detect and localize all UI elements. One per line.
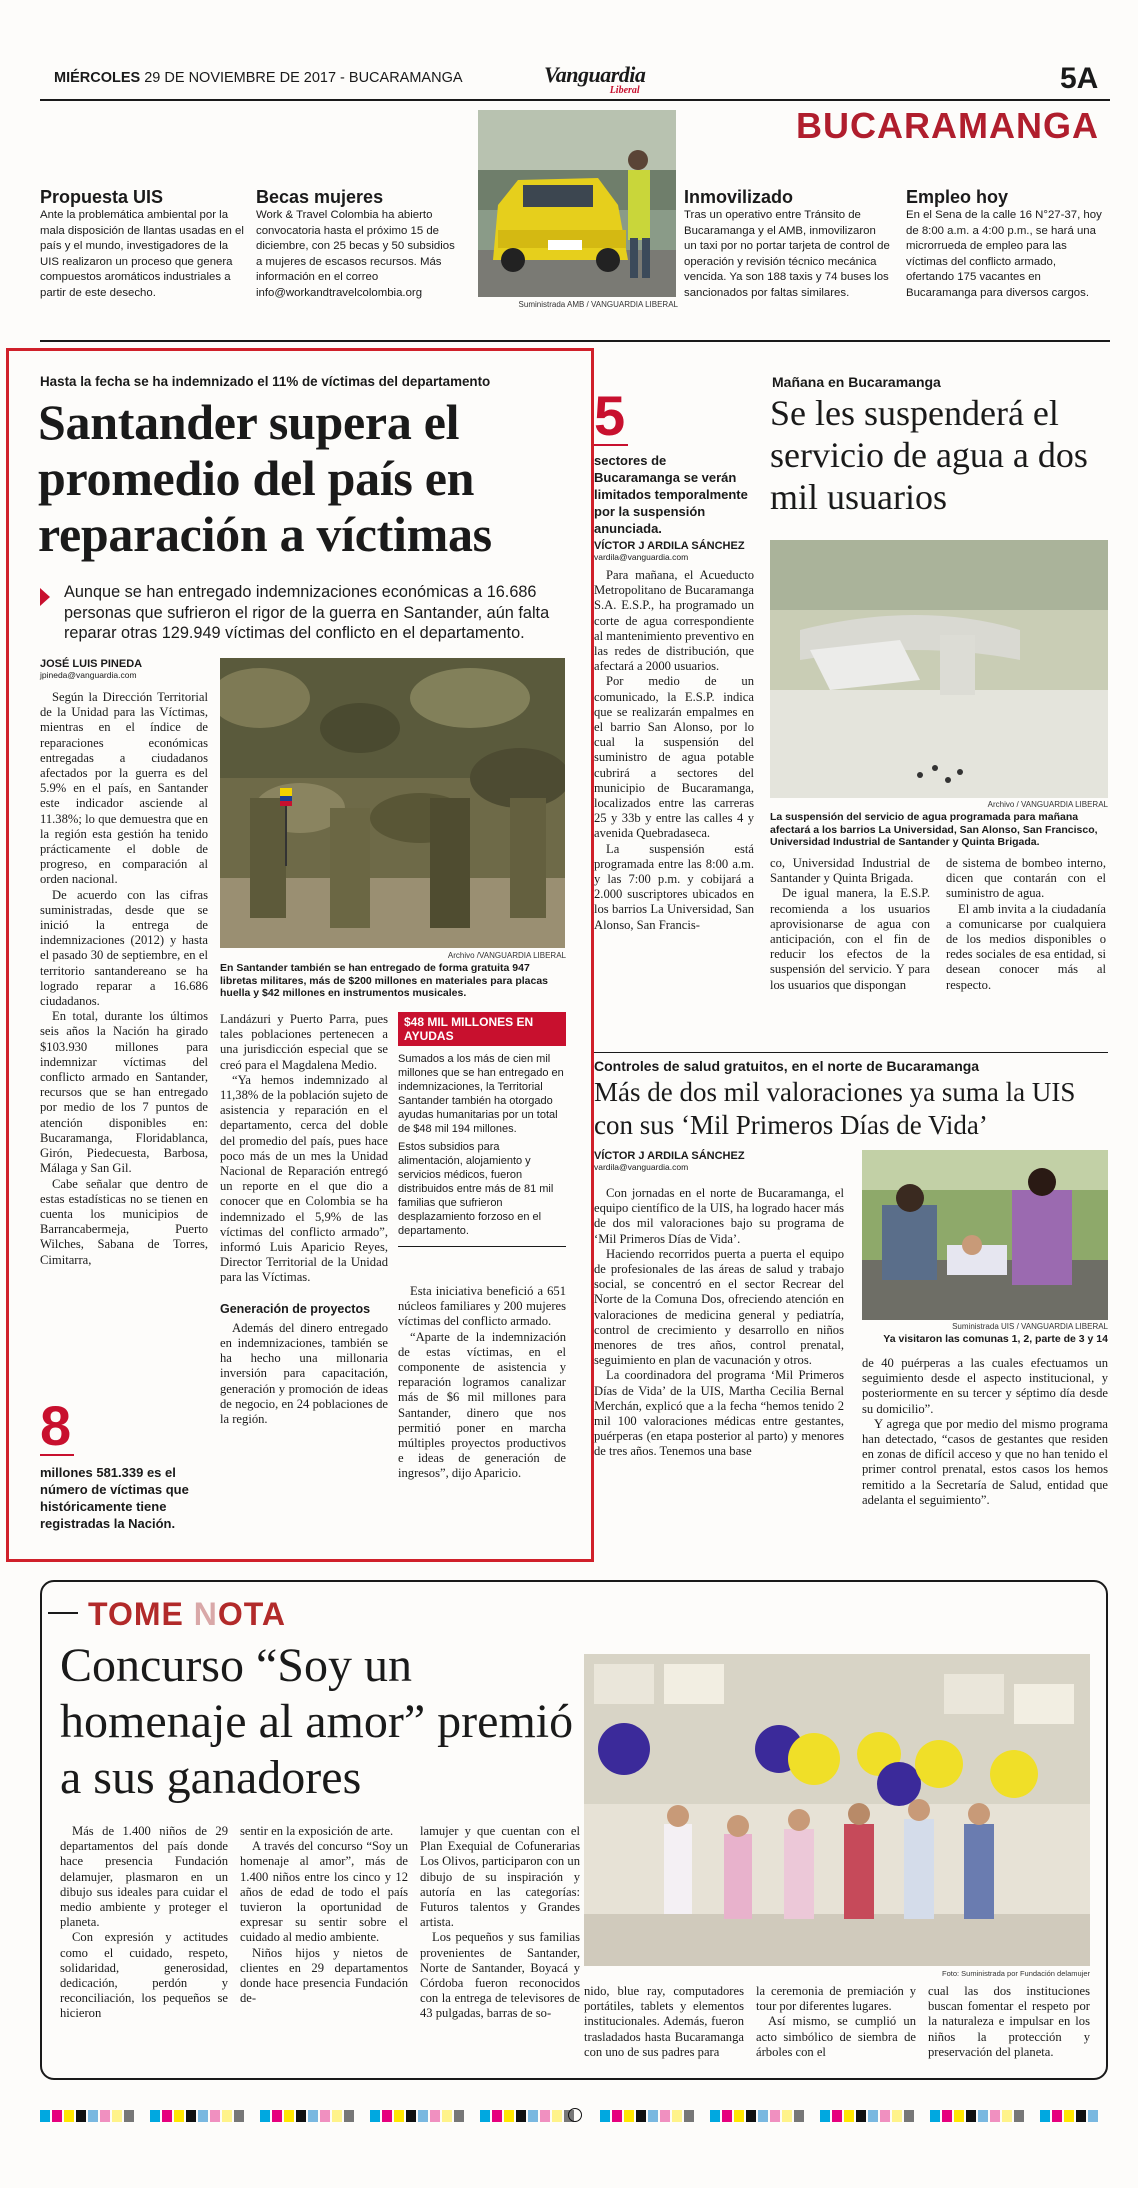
main-byline-block [40, 658, 210, 680]
tome-nota-label [88, 1596, 286, 1633]
paragraph: la ceremonia de premiación y tour por diferentes lugares. [756, 1984, 916, 2014]
main-email: jpineda@vanguardia.com [40, 670, 137, 680]
children-photo-credit: Foto: Suministrada por Fundación delamujer [942, 1969, 1090, 1978]
health-col1 [594, 1186, 844, 1460]
paragraph: Con jornadas en el norte de Bucaramanga, el equipo científico de la UIS, ha logrado hacer más de dos mil valoraciones bajo su programa de ‘Mil Primeros Días de Vida’. [594, 1186, 844, 1246]
paragraph: “Aparte de la indemnización de estas víctimas, en el componente de asistencia y reparación logramos canalizar más de $6 mil millones para Santander, dinero que nos permitió poner en marcha múltiples proyectos productivos e ideas de generación de ingresos”, dijo Aparicio. [398, 1329, 566, 1481]
main-headline: Santander supera el promedio del país en reparación a víctimas [38, 394, 492, 562]
paragraph: nido, blue ray, computadores portátiles, tablets y elementos institucionales. Además, fueron trasladados hasta Bucaramanga con uno de sus padres para [584, 1984, 744, 2059]
faucet-photo-credit: Archivo / VANGUARDIA LIBERAL [987, 800, 1108, 809]
print-color-bar [40, 2110, 1110, 2122]
tome-nota-label-a: TOME [88, 1596, 194, 1632]
paragraph: Más de 1.400 niños de 29 departamentos del país donde hace presencia Fundación delamujer, plasmaron en un dibujo sus ideales para cuidar el medio ambiente y proteger el planeta. [60, 1824, 228, 1930]
subhead-proyectos: Generación de proyectos [220, 1301, 371, 1316]
faucet-photo [770, 540, 1108, 798]
brief-propuesta-title: Propuesta UIS [40, 187, 164, 207]
paragraph: Según la Dirección Territorial de la Unidad para las Víctimas, mientras en el índice de reparaciones económicas entregadas a ciudadanos afectados por la guerra es del 5.9% en el país, en Santander este indicador asciende al 11.38%; lo que demuestra que en la región esta gestión ha tenido prácticamente el doble de progreso, en comparación al orden nacional. [40, 690, 208, 887]
paragraph: El amb invita a la ciudadanía a comunicarse por cualquiera de los medios disponibles o redes sociales de esa entidad, si desean conocer más al respecto. [946, 901, 1106, 992]
section-title: BUCARAMANGA [796, 105, 1099, 146]
paragraph: En total, durante los últimos seis años la Nación ha girado $103.930 millones para indemnizar víctimas del conflicto armado en Santander, recursos que se han entregado por medio de los 7 puntos de atención disponibles en: Bucaramanga, Floridablanca, Girón, Piedecuesta, Barbosa, Málaga y San Gil. [40, 1009, 208, 1176]
stat-5-text: sectores de Bucaramanga se verán limitados temporalmente por la suspensión anunciada. [594, 453, 748, 536]
paragraph: Así mismo, se cumplió un acto simbólico de siembra de árboles con el [756, 2014, 916, 2059]
brief-inmovilizado-text: Tras un operativo entre Tránsito de Bucaramanga y el AMB, inmovilizaron un taxi por no portar tarjeta de control de operación y revisión técnico mecánica vencida. Ya son 188 taxis y 74 buses los sancionados por faltas similares. [684, 209, 890, 299]
tome-nota-label-b: N [193, 1596, 218, 1632]
paragraph: La suspensión está programada entre las 8:00 a.m. y las 7:00 p.m. y cobijará a 2.000 suscriptores ubicados en los barrios La Universidad, San Alonso, San Francis- [594, 841, 754, 932]
paragraph: lamujer y que cuentan con el Plan Exequial de Cofunerarias Los Olivos, participaron con un dibujo de su inspiración y autoría en las categorías: Futuros talentos y Grandes artista. [420, 1824, 580, 1930]
stat-5-number: 5 [594, 388, 628, 446]
brief-empleo-text: En el Sena de la calle 16 N°27-37, hoy de 8:00 a.m. a 4:00 p.m., se hará una microrrueda de empleo para las víctimas del conflicto armado, ofertando 175 vacantes en Bucaramanga para diversos cargos. [906, 209, 1102, 299]
registration-mark-icon [568, 2108, 582, 2122]
ayudas-p2: Estos subsidios para alimentación, alojamiento y servicios médicos, fueron distribuidos entre más de 81 mil familias que sufrieron desplazamiento forzoso en el departamento. [398, 1141, 554, 1237]
stat-8-number: 8 [40, 1398, 74, 1456]
paragraph: Cabe señalar que dentro de estas estadísticas no se tienen en cuenta los municipios de Barrancabermeja, Puerto Wilches, Sabana de Torres, Cimitarra, [40, 1176, 208, 1267]
water-col3 [946, 856, 1106, 993]
paragraph: Y agrega que por medio del mismo programa han detectado, “casos de gestantes que residen en zonas de difícil acceso y que no han tenido el primer control prenatal, estos casos los hemos remitido a la Secretaría de Salud, entidad que adelanta el seguimiento”. [862, 1416, 1108, 1507]
paragraph: sentir en la exposición de arte. [240, 1824, 394, 1838]
paragraph: Con expresión y actitudes como el cuidado, respeto, solidaridad, generosidad, dedicación, perdón y reconciliación, los pequeños se hicieron [60, 1930, 228, 2021]
concurso-col4 [584, 1984, 744, 2060]
brief-empleo [906, 186, 1106, 301]
tome-nota-rule [48, 1612, 78, 1614]
paragraph: Landázuri y Puerto Parra, pues tales poblaciones pertenecen a una jurisdicción especial que se creó para el Magdalena Medio. [220, 1012, 388, 1072]
paragraph: de sistema de bombeo interno, dicen que contarán con el suministro de agua. [946, 856, 1106, 901]
paragraph: “Ya hemos indemnizado al 11,38% de la población sujeto de asistencia y reparación en el departamento, cerca del doble del promedio del país, pues hace poco más de un mes la Unidad Nacional de Reparación entregó un reporte en el que dio a conocer que en Colombia se ha indemnizado el 5,9% de las víctimas del conflicto armado”, informó Luis Aparicio Reyes, Director Territorial de la Unidad para las Víctimas. [220, 1072, 388, 1285]
paragraph: co, Universidad Industrial de Santander y Quinta Brigada. [770, 856, 930, 886]
brief-becas-text: Work & Travel Colombia ha abierto convocatoria hasta el próximo 15 de diciembre, con 25 becas y 50 subsidios a mujeres de escasos recursos. Más información en el correo info@workandtravelcolombia.org [256, 209, 455, 299]
taxi-photo [478, 110, 676, 297]
briefs-rule [40, 340, 1110, 342]
paragraph: Además del dinero entregado en indemnizaciones, también se ha hecho una millonaria inversión para capacitación, generación y promoción de ideas de negocio, en 24 poblaciones de la región. [220, 1320, 388, 1427]
soldiers-photo-credit: Archivo /VANGUARDIA LIBERAL [447, 951, 566, 960]
taxi-photo-credit: Suministrada AMB / VANGUARDIA LIBERAL [518, 300, 678, 309]
main-col1 [40, 690, 208, 1268]
logo-main: Vanguardia [544, 62, 646, 87]
paragraph: Los pequeños y sus familias provenientes de Santander, Norte de Santander, Boyacá y Córdoba fueron reconocidos con la entrega de televisores de 43 pulgadas, barras de so- [420, 1930, 580, 2021]
brief-empleo-title: Empleo hoy [906, 187, 1009, 207]
main-col2 [220, 1012, 388, 1427]
paragraph: Para mañana, el Acueducto Metropolitano de Bucaramanga S.A. E.S.P., ha programado un corte de agua correspondiente al mantenimiento preventivo en las redes de distribución, que afectará a 2000 usuarios. [594, 568, 754, 674]
stat-8-box [40, 1394, 208, 1532]
health-col2 [862, 1356, 1108, 1508]
children-photo [584, 1654, 1090, 1966]
main-lead: Aunque se han entregado indemnizaciones económicas a 16.686 personas que sufrieron el rigor de la guerra en Santander, aún falta reparar otras 129.949 víctimas del conflicto en el departamento. [64, 583, 550, 642]
main-byline: JOSÉ LUIS PINEDA [40, 658, 143, 670]
concurso-col3 [420, 1824, 580, 2022]
header-date [54, 70, 463, 86]
brief-propuesta [40, 186, 245, 301]
logo [544, 64, 645, 96]
concurso-col5 [756, 1984, 916, 2060]
header-date-text: 29 DE NOVIEMBRE DE 2017 - BUCARAMANGA [144, 70, 463, 86]
tome-nota-label-c: OTA [217, 1596, 287, 1632]
ayudas-p1: Sumados a los más de cien mil millones que se han entregado en indemnizaciones, la Territorial Santander también ha otorgado ayudas humanitarias por un total de $48 mil 194 millones. [398, 1053, 564, 1135]
header-day: MIÉRCOLES [54, 70, 141, 86]
brief-propuesta-text: Ante la problemática ambiental por la mala disposición de llantas usadas en el país y el mundo, investigadores de la UIS realizaron un proceso que genera compuestos aromáticos industriales a partir de este desecho. [40, 209, 244, 299]
health-byline: VÍCTOR J ARDILA SÁNCHEZ [594, 1150, 745, 1162]
stat-5-box [594, 384, 754, 537]
health-photo-credit: Suministrada UIS / VANGUARDIA LIBERAL [952, 1322, 1108, 1331]
main-kicker: Hasta la fecha se ha indemnizado el 11% de víctimas del departamento [40, 374, 491, 389]
health-photo [862, 1150, 1108, 1320]
paragraph: Esta iniciativa benefició a 651 núcleos familiares y 200 mujeres víctimas del conflicto armado. [398, 1284, 566, 1329]
water-headline: Se les suspenderá el servicio de agua a dos mil usuarios [770, 393, 1088, 517]
health-headline: Más de dos mil valoraciones ya suma la UIS con sus ‘Mil Primeros Días de Vida’ [594, 1077, 1076, 1140]
paragraph: Haciendo recorridos puerta a puerta el equipo de profesionales de las áreas de salud y trabajo social, se concentró en el sector Recrear del Norte de la Comuna Dos, ofreciendo atención en valoraciones de medicina general y pediatría, control de crecimiento y desarrollo en niños menores de tres años, control prenatal, seguimiento en plan de vacunación y otros. [594, 1246, 844, 1368]
soldiers-photo [220, 658, 565, 948]
concurso-headline: Concurso “Soy un homenaje al amor” premió a sus ganadores [60, 1639, 574, 1804]
water-byline: VÍCTOR J ARDILA SÁNCHEZ [594, 540, 745, 552]
paragraph: De acuerdo con las cifras suministradas, desde que se inició la entrega de indemnizaciones (2012) y hasta el pasado 30 de septiembre, en el territorio santandereano se ha logrado reparar a 16.686 ciudadanos. [40, 887, 208, 1009]
water-col1 [594, 568, 754, 933]
paragraph: de 40 puérperas a las cuales efectuamos un seguimiento desde el aspecto institucional, y posteriormente en su tercer y séptimo día desde su domicilio”. [862, 1356, 1108, 1416]
paragraph: Niños hijos y nietos de clientes en 29 departamentos donde hace presencia Fundación de- [240, 1945, 408, 2006]
brief-becas-title: Becas mujeres [256, 187, 384, 207]
faucet-caption: La suspensión del servicio de agua programada para mañana afectará a los barrios La Universidad, San Alonso, San Francisco, Universidad Industrial de Santander y Quinta Brigada. [770, 811, 1098, 848]
concurso-col2 [240, 1824, 408, 2006]
water-col2 [770, 856, 930, 993]
water-kicker: Mañana en Bucaramanga [772, 374, 941, 390]
paragraph: Por medio de un comunicado, la E.S.P. indica que se realizarán empalmes en el barrio San Alonso, por lo cual la suspensión del suministro de agua potable cubrirá a sectores del municipio de Bucaramanga, localizados entre las carreras 25 y 33b y entre las calles 4 y avenida Quebradaseca. [594, 674, 754, 841]
soldiers-caption: En Santander también se han entregado de forma gratuita 947 libretas militares, más de $200 millones en materiales para placas huella y $42 millones en instrumentos musicales. [220, 962, 549, 999]
paragraph: cual las dos instituciones buscan fomentar el respeto por la naturaleza e impulsar en los niños la protección y preservación del planeta. [928, 1984, 1090, 2059]
health-caption: Ya visitaron las comunas 1, 2, parte de 3 y 14 [883, 1333, 1108, 1345]
water-rule [594, 1052, 1108, 1053]
stat-8-text: millones 581.339 es el número de víctimas que históricamente tiene registradas la Nación. [40, 1465, 189, 1531]
ayudas-box [398, 1012, 566, 1247]
concurso-col1 [60, 1824, 228, 2022]
paragraph: De igual manera, la E.S.P. recomienda a los usuarios aprovisionarse de agua con anticipación, con el fin de reducir los efectos de la suspensión del servicio. Y para los usuarios que dispongan [770, 886, 930, 992]
health-byline-block [594, 1150, 844, 1172]
concurso-col6 [928, 1984, 1090, 2060]
brief-becas [256, 186, 464, 301]
page-number: 5A [1060, 62, 1099, 95]
water-byline-block [594, 540, 794, 562]
paragraph: La coordinadora del programa ‘Mil Primeros Días de Vida’ de la UIS, Martha Cecilia Bernal Merchán, explicó que a la fecha “hemos tenido 2 mil 100 valoraciones médicas entre gestantes, puérperas (en etapa posterior al parto) y menores de tres años. Tenemos una base [594, 1368, 844, 1459]
logo-sub: Liberal [609, 85, 640, 96]
brief-inmovilizado-title: Inmovilizado [684, 187, 794, 207]
brief-inmovilizado [684, 186, 891, 301]
water-email: vardila@vanguardia.com [594, 552, 689, 562]
main-col3 [398, 1284, 566, 1482]
header-rule [40, 99, 1110, 101]
paragraph: A través del concurso “Soy un homenaje al amor”, más de 1.400 niños entre los cinco y 12 años de edad de todo el país tuvieron la oportunidad de expresar su sentir sobre el cuidado al medio ambiente. [240, 1839, 408, 1945]
health-email: vardila@vanguardia.com [594, 1162, 689, 1172]
ayudas-rule [398, 1246, 566, 1247]
ayudas-title: $48 MIL MILLONES EN AYUDAS [398, 1012, 566, 1046]
lead-arrow-icon [40, 588, 50, 606]
health-kicker: Controles de salud gratuitos, en el norte de Bucaramanga [594, 1058, 980, 1074]
